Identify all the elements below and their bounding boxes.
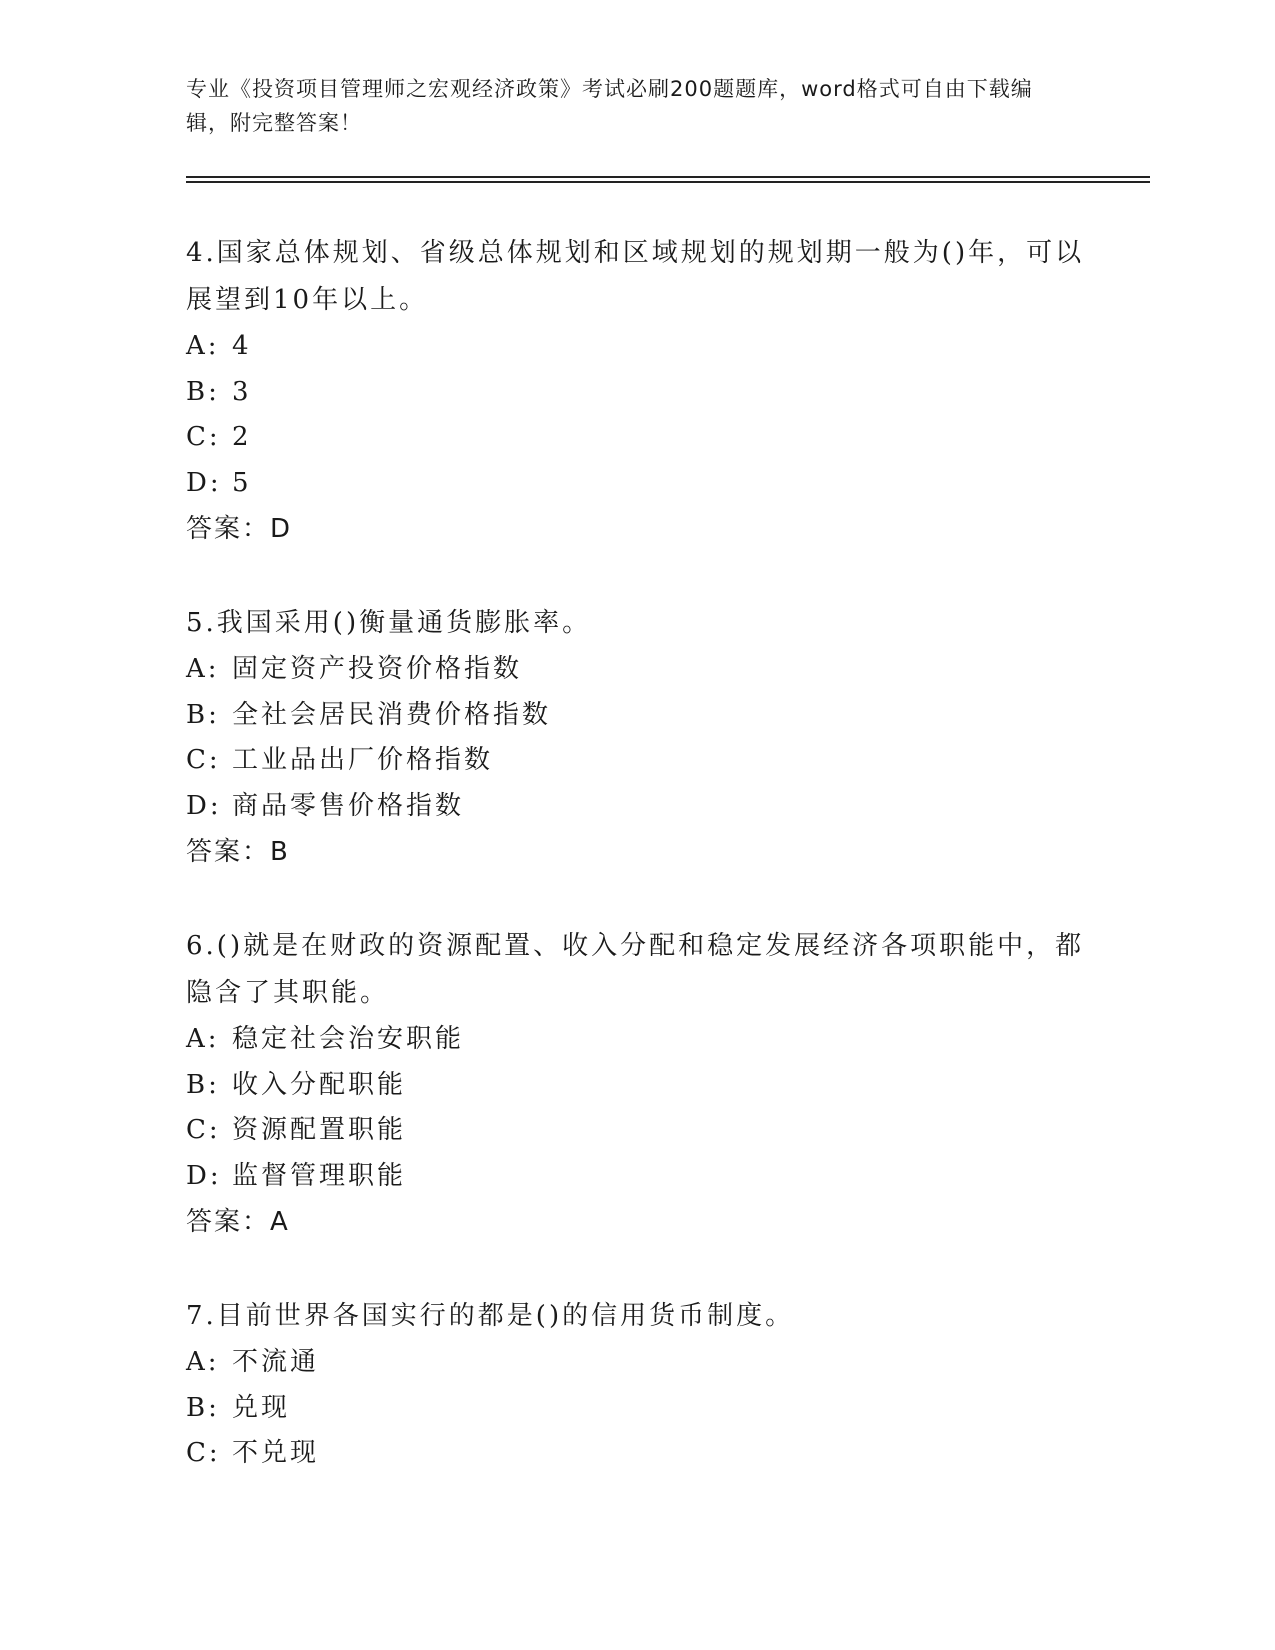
option-b [186,1063,1086,1109]
option-a [186,324,1086,370]
option-b [186,1386,1086,1432]
answer-line: 答案：A [186,1207,290,1237]
option-key: D: [186,790,222,821]
option-text: 5 [232,467,252,498]
option-key: B: [186,1069,220,1100]
option-key: C: [186,745,221,775]
document-intro: 专业《投资项目管理师之宏观经济政策》考试必刷200题题库，word格式可自由下载编辑，附完整答案！ [186,77,1033,135]
option-text: 3 [232,376,252,407]
option-text: 监督管理职能 [232,1160,407,1191]
option-text: 4 [232,331,252,361]
header-divider-bottom [186,181,1150,183]
option-key: A: [186,1024,220,1054]
option-text: 不兑现 [232,1438,320,1468]
option-key: B: [186,376,220,407]
option-key: C: [186,422,221,452]
option-key: B: [186,699,220,730]
option-key: A: [186,1347,220,1377]
option-key: B: [186,1392,220,1423]
option-key: A: [186,331,220,361]
option-c [186,1431,1086,1477]
option-text: 收入分配职能 [232,1069,407,1100]
option-a [186,647,1086,693]
option-text: 稳定社会治安职能 [232,1024,465,1054]
question-stem: 6.()就是在财政的资源配置、收入分配和稳定发展经济各项职能中，都隐含了其职能。 [186,931,1085,1008]
question-6 [186,923,1086,1245]
option-text: 商品零售价格指数 [232,790,465,821]
option-c [186,415,1086,461]
header-divider-top [186,176,1150,178]
option-d [186,461,1086,507]
option-key: D: [186,1160,222,1191]
question-stem: 5.我国采用()衡量通货膨胀率。 [186,608,592,638]
option-key: A: [186,654,220,684]
question-5 [186,600,1086,875]
option-key: C: [186,1438,221,1468]
option-d [186,1154,1086,1200]
option-text: 资源配置职能 [232,1115,407,1145]
option-a [186,1340,1086,1386]
option-text: 兑现 [232,1392,291,1423]
option-key: D: [186,467,222,498]
option-a [186,1017,1086,1063]
answer-line: 答案：B [186,837,290,867]
option-text: 全社会居民消费价格指数 [232,699,552,730]
option-key: C: [186,1115,221,1145]
question-4 [186,230,1086,552]
option-b [186,693,1086,739]
option-c [186,738,1086,784]
option-c [186,1108,1086,1154]
answer-line: 答案：D [186,514,293,544]
option-text: 固定资产投资价格指数 [232,654,523,684]
question-stem: 4.国家总体规划、省级总体规划和区域规划的规划期一般为()年，可以展望到10年以上。 [186,238,1085,315]
option-text: 工业品出厂价格指数 [232,745,494,775]
option-text: 2 [232,422,252,452]
question-list [186,230,1086,1525]
option-b [186,370,1086,416]
option-text: 不流通 [232,1347,320,1377]
question-7 [186,1293,1086,1477]
option-d [186,784,1086,830]
question-stem: 7.目前世界各国实行的都是()的信用货币制度。 [186,1301,795,1331]
